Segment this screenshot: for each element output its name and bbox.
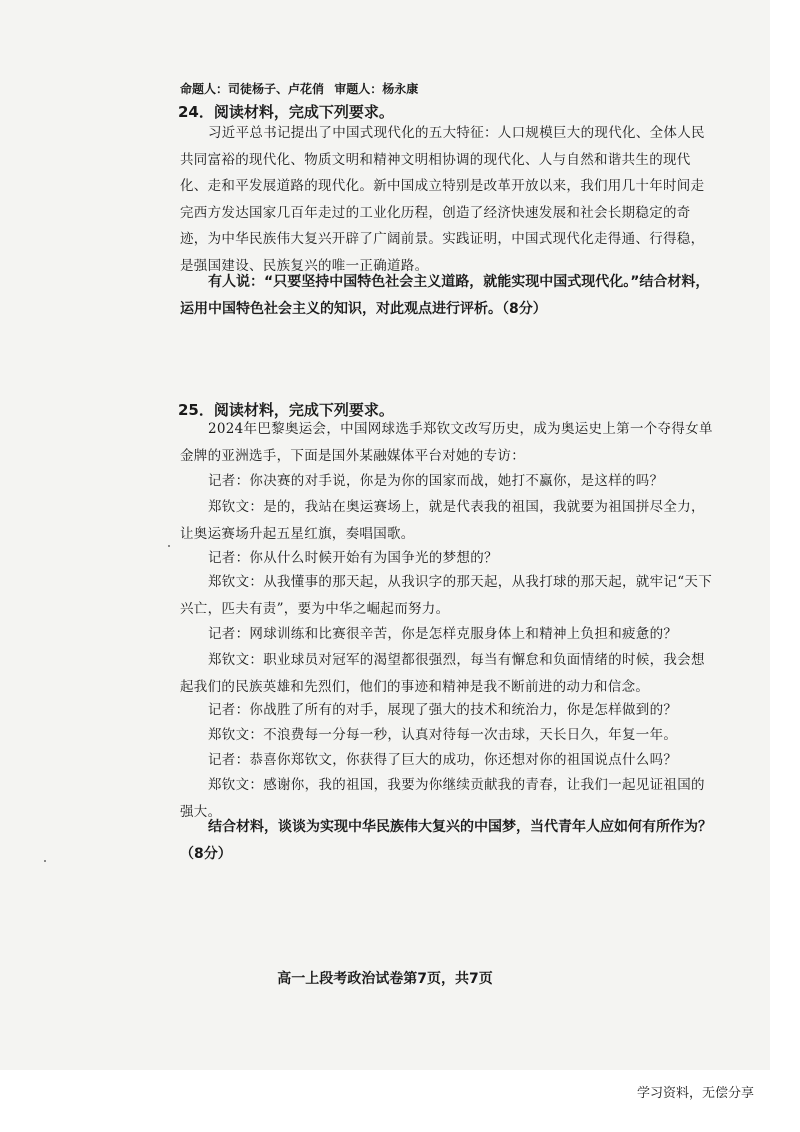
- q24-material: 习近平总书记提出了中国式现代化的五大特征：人口规模巨大的现代化、全体人民共同富裕的现代化、物质文明和精神文明相协调的现代化、人与自然和谐共生的现代化、走和平发展道路的现代化。新中国成立特别是改革开放以来，我们用几十年时间走完西方发达国家几百年走过的工业化历程，创造了经济快速发展和社会长期稳定的奇迹，为中华民族伟大复兴开辟了广阔前景。实践证明，中国式现代化走得通、行得稳，是强国建设、民族复兴的唯一正确道路。: [180, 125, 705, 274]
- dialogue-line: 记者：恭喜你郑钦文，你获得了巨大的成功，你还想对你的祖国说点什么吗？: [208, 752, 678, 768]
- dialogue-line: 记者：网球训练和比赛很辛苦，你是怎样克服身体上和精神上负担和疲惫的？: [208, 626, 678, 642]
- dialogue-line: 记者：你战胜了所有的对手，展现了强大的技术和统治力，你是怎样做到的？: [208, 702, 678, 718]
- q25-title: 25．阅读材料，完成下列要求。: [178, 401, 394, 419]
- scan-speck: [44, 860, 46, 862]
- q25-requirement: 结合材料，谈谈为实现中华民族伟大复兴的中国梦，当代青年人应如何有所作为？（8分）: [180, 819, 712, 862]
- dialogue-line: 郑钦文：感谢你，我的祖国，我要为你继续贡献我的青春，让我们一起见证祖国的强大。: [180, 777, 705, 820]
- setter-label: 命题人：司徒杨子、卢花俏: [180, 82, 325, 96]
- q24-requirement: 有人说：“只要坚持中国特色社会主义道路，就能实现中国式现代化。”结合材料，运用中国特色社会主义的知识，对此观点进行评析。（8分）: [180, 274, 710, 317]
- q25-intro: 2024年巴黎奥运会，中国网球选手郑钦文改写历史，成为奥运史上第一个夺得女单金牌的亚洲选手，下面是国外某融媒体平台对她的专访：: [180, 421, 713, 464]
- watermark-text: 学习资料，无偿分享: [636, 1086, 754, 1101]
- dialogue-line: 郑钦文：不浪费每一分每一秒，认真对待每一次击球，天长日久，年复一年。: [208, 727, 678, 743]
- dialogue-line: 记者：你从什么时候开始有为国争光的梦想的？: [208, 550, 498, 566]
- dialogue-line: 郑钦文：职业球员对冠军的渴望都很强烈，每当有懈怠和负面情绪的时候，我会想起我们的民族英雄和先烈们，他们的事迹和精神是我不断前进的动力和信念。: [180, 652, 705, 695]
- setter-line: [180, 80, 424, 97]
- dialogue-line: 郑钦文：从我懂事的那天起，从我识字的那天起，从我打球的那天起，就牢记“天下兴亡，匹夫有责”，要为中华之崛起而努力。: [180, 574, 713, 617]
- scan-speck: [168, 545, 170, 547]
- page-footer: 高一上段考政治试卷第7页，共7页: [277, 971, 493, 987]
- dialogue-line: 记者：你决赛的对手说，你是为你的国家而战，她打不赢你，是这样的吗？: [208, 473, 664, 489]
- reviewer-label: 审题人：杨永康: [334, 82, 419, 96]
- bottom-margin: [0, 1070, 800, 1132]
- q24-title: 24．阅读材料，完成下列要求。: [178, 103, 394, 121]
- dialogue-line: 郑钦文：是的，我站在奥运赛场上，就是代表我的祖国，我就要为祖国拼尽全力，让奥运赛场升起五星红旗，奏唱国歌。: [180, 499, 705, 542]
